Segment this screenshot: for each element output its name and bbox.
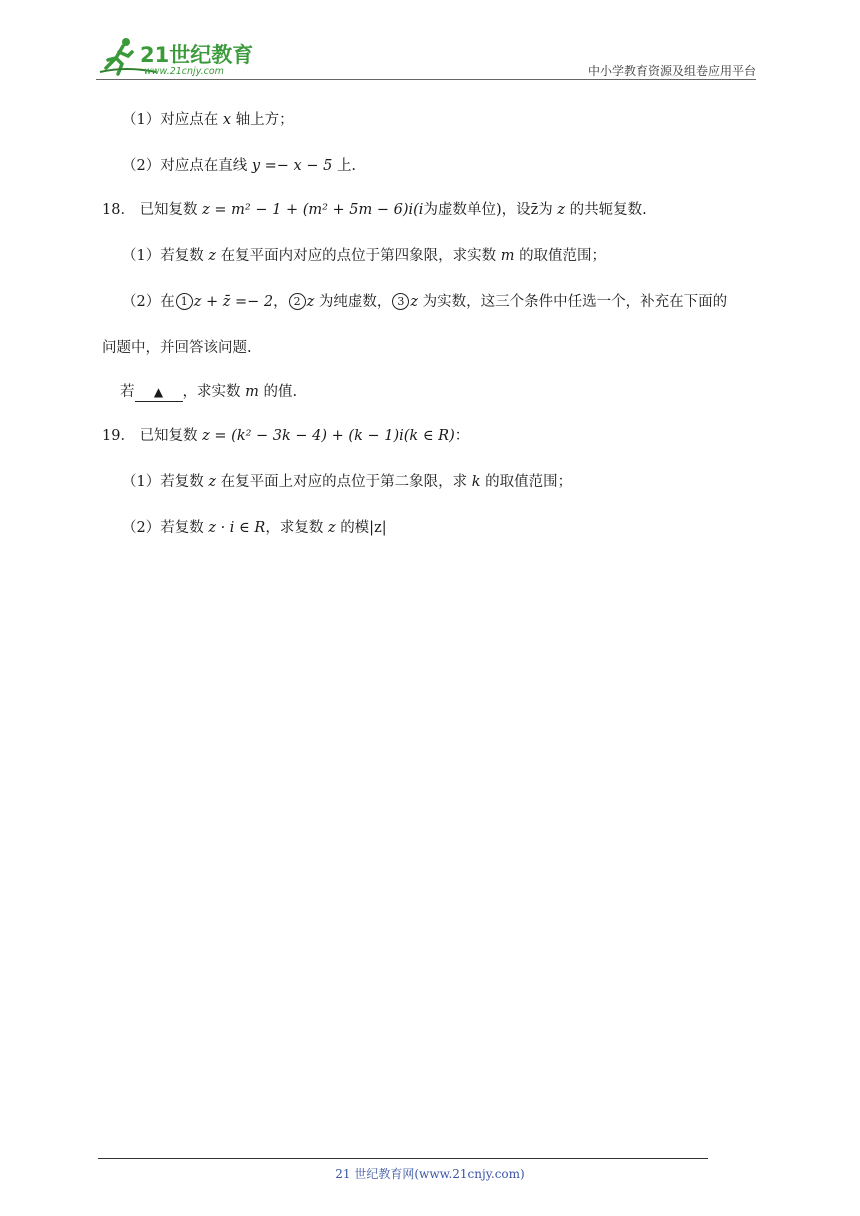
math: z = m² − 1 + (m² + 5m − 6)i(i [202,202,424,218]
text: 若 [120,384,135,400]
text: 的模|z| [340,520,387,536]
text: ，求实数 [182,384,241,400]
text: ，求复数 [265,520,324,536]
text: 为实数，这三个条件中任选一个，补充在下面的 [422,294,728,310]
circled-number: 3 [392,293,409,310]
math: z [306,294,315,310]
text: （2）在 [122,294,175,310]
site-logo [96,36,266,78]
platform-title: 中小学教育资源及组卷应用平台 [587,64,756,78]
footer-divider [98,1158,708,1159]
header-divider [96,79,756,80]
question-number: 19． [102,428,135,444]
answer-blank: ▲ [135,383,183,402]
text: （1）对应点在 [122,112,219,128]
text: ： [454,428,470,444]
text: （1）若复数 [122,474,204,490]
math: k [471,474,481,490]
q19-stem [102,424,469,448]
q19-part1 [122,470,572,494]
text: （2）若复数 [122,520,204,536]
q17-part1 [122,108,294,132]
math: x [222,112,232,128]
q17-part2 [122,154,356,178]
text: 为纯虚数， [318,294,392,310]
circled-number: 2 [289,293,306,310]
math: z [410,294,419,310]
text: （2）对应点在直线 [122,158,248,174]
footer-link[interactable]: 21 世纪教育网(www.21cnjy.com) [335,1167,525,1181]
math: y =− x − 5 [251,158,333,174]
text: 的共轭复数. [569,202,647,218]
text: 已知复数 [139,202,198,218]
text: 在复平面上对应的点位于第二象限，求 [220,474,468,490]
math: m [500,248,515,264]
math: z [327,520,336,536]
text: 的取值范围； [485,474,573,490]
q18-stem [102,198,647,222]
circled-number: 1 [176,293,193,310]
q18-part1 [122,244,606,268]
page-header [96,36,756,80]
math: z = (k² − 3k − 4) + (k − 1)i(k ∈ R) [202,428,455,444]
text: 的取值范围； [519,248,607,264]
math: m [245,384,259,400]
text: 轴上方； [235,112,294,128]
q18-part2-cont [102,336,252,360]
math: z + z̄ =− 2 [193,294,274,310]
logo-text: 21世纪教育 [140,43,254,67]
q18-part2 [122,290,727,314]
math: z · i ∈ R [208,520,266,536]
text: 上. [336,158,357,174]
text: 问题中，并回答该问题. [102,340,252,356]
q18-fill-in [120,380,297,404]
logo-url: www.21cnjy.com [144,66,224,77]
text: （1）若复数 [122,248,204,264]
text: 在复平面内对应的点位于第四象限，求实数 [220,248,497,264]
text: 的值. [263,384,298,400]
math: z [208,474,216,490]
q19-part2 [122,516,387,540]
text: ， [273,294,288,310]
text: 为虚数单位)，设z̄为 [423,202,553,218]
text: 已知复数 [139,428,198,444]
math: z [208,248,216,264]
math: z [557,202,565,218]
question-number: 18． [102,202,135,218]
